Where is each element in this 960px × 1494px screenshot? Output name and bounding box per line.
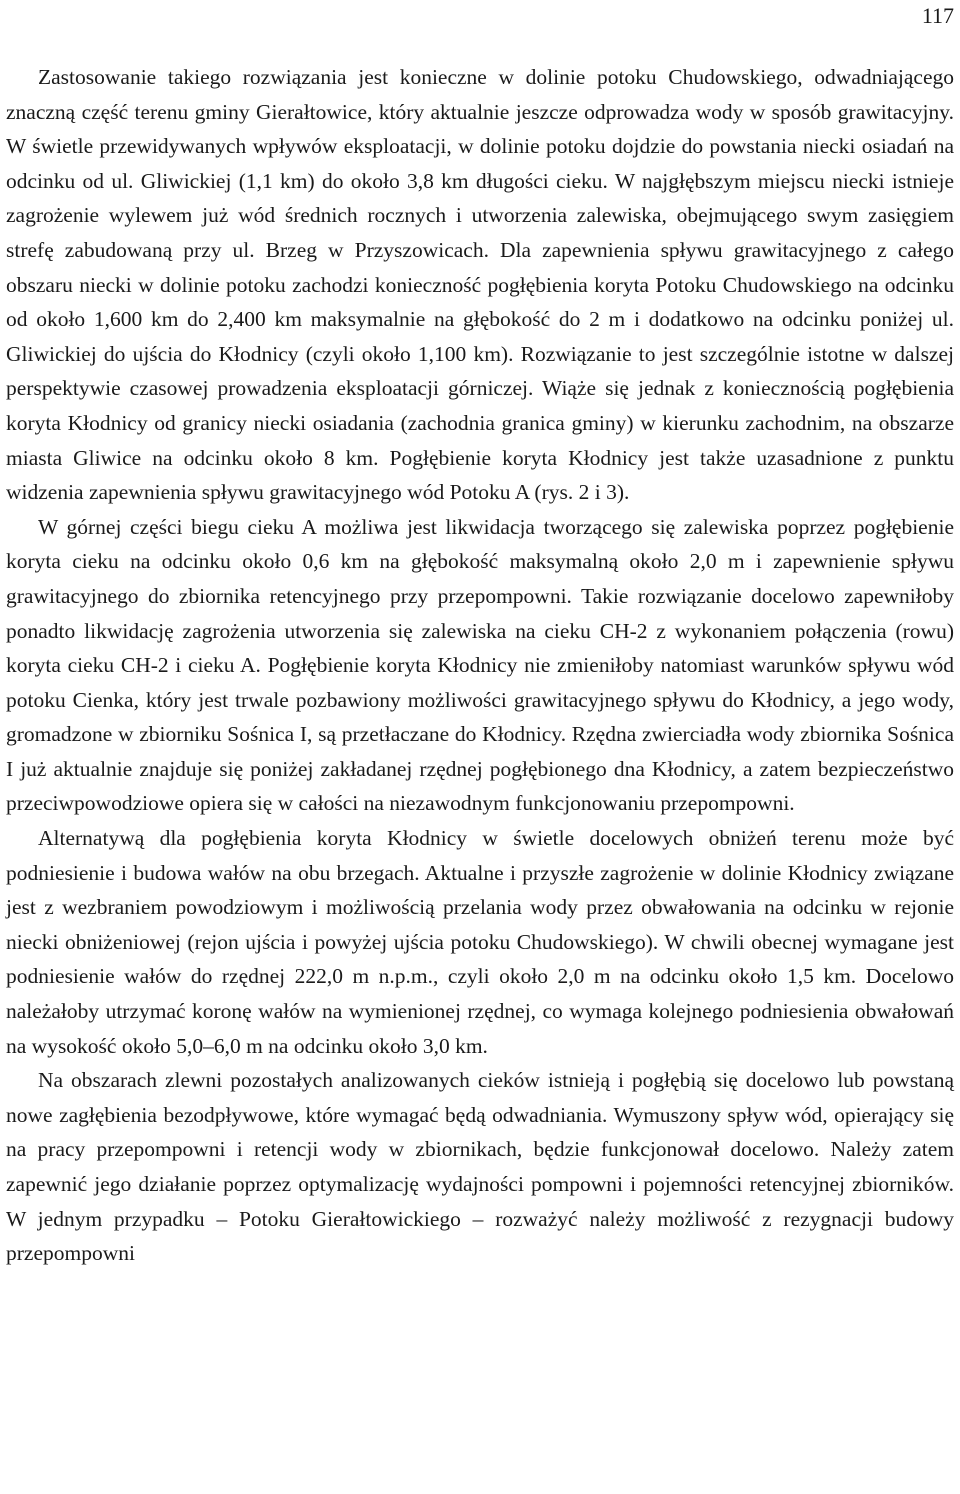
paragraph: Zastosowanie takiego rozwiązania jest konieczne w dolinie potoku Chudowskiego, odwadniającego znaczną część terenu gminy Gierałtowice, który aktualnie jeszcze odprowadza wody w sposób grawitacyjny. W świetle przewidywanych wpływów eksploatacji, w dolinie potoku dojdzie do powstania niecki osiadań na odcinku od ul. Gliwickiej (1,1 km) do około 3,8 km długości cieku. W najgłębszym miejscu niecki istnieje zagrożenie wylewem już wód średnich rocznych i utworzenia zalewiska, obejmującego swym zasięgiem strefę zabudowaną przy ul. Brzeg w Przyszowicach. Dla zapewnienia spływu grawitacyjnego z całego obszaru niecki w dolinie potoku zachodzi konieczność pogłębienia koryta Potoku Chudowskiego na odcinku od około 1,600 km do 2,400 km maksymalnie na głębokość do 2 m i dodatkowo na odcinku poniżej ul. Gliwickiej do ujścia do Kłodnicy (czyli około 1,100 km). Rozwiązanie to jest szczególnie istotne w dalszej perspektywie czasowej prowadzenia eksploatacji górniczej. Wiąże się jednak z koniecznością pogłębienia koryta Kłodnicy od granicy niecki osiadania (zachodnia granica gminy) w kierunku zachodnim, na obszarze miasta Gliwice na odcinku około 8 km. Pogłębienie koryta Kłodnicy jest także uzasadnione z punktu widzenia zapewnienia spływu grawitacyjnego wód Potoku A (rys. 2 i 3). [6, 65, 954, 505]
paragraph: W górnej części biegu cieku A możliwa jest likwidacja tworzącego się zalewiska poprzez pogłębienie koryta cieku na odcinku około 0,6 km na głębokość maksymalną około 2,0 m i zapewnienie spływu grawitacyjnego do zbiornika retencyjnego przy przepompowni. Takie rozwiązanie docelowo zapewniłoby ponadto likwidację zagrożenia utworzenia się zalewiska na cieku CH-2 z wykonaniem połączenia (rowu) koryta cieku CH-2 i cieku A. Pogłębienie koryta Kłodnicy nie zmieniłoby natomiast warunków spływu wód potoku Cienka, który jest trwale pozbawiony możliwości grawitacyjnego spływu do Kłodnicy, a jego wody, gromadzone w zbiorniku Sośnica I, są przetłaczane do Kłodnicy. Rzędna zwierciadła wody zbiornika Sośnica I już aktualnie znajduje się poniżej zakładanej rzędnej pogłębionego dna Kłodnicy, a zatem bezpieczeństwo przeciwpowodziowe opiera się w całości na niezawodnym funkcjonowaniu przepompowni. [6, 514, 954, 816]
document-body [6, 60, 954, 1271]
page-number: 117 [921, 3, 954, 28]
paragraph: Na obszarach zlewni pozostałych analizowanych cieków istnieją i pogłębią się docelowo lub powstaną nowe zagłębienia bezodpływowe, które wymagać będą odwadniania. Wymuszony spływ wód, opierający się na pracy przepompowni i retencji wody w zbiornikach, będzie funkcjonował docelowo. Należy zatem zapewnić jego działanie poprzez optymalizację wydajności pompowni i pojemności retencyjnej zbiorników. W jednym przypadku – Potoku Gierałtowickiego – rozważyć należy możliwość z rezygnacji budowy przepompowni [6, 1068, 954, 1266]
paragraph: Alternatywą dla pogłębienia koryta Kłodnicy w świetle docelowych obniżeń terenu może być podniesienie i budowa wałów na obu brzegach. Aktualne i przyszłe zagrożenie w dolinie Kłodnicy związane jest z wezbraniem powodziowym i możliwością przelania wody przez obwałowania na odcinku w rejonie niecki obniżeniowej (rejon ujścia i powyżej ujścia potoku Chudowskiego). W chwili obecnej wymagane jest podniesienie wałów do rzędnej 222,0 m n.p.m., czyli około 2,0 m na odcinku około 1,5 km. Docelowo należałoby utrzymać koronę wałów na wymienionej rzędnej, co wymaga kolejnego podniesienia obwałowań na wysokość około 5,0–6,0 m na odcinku około 3,0 km. [6, 826, 954, 1058]
